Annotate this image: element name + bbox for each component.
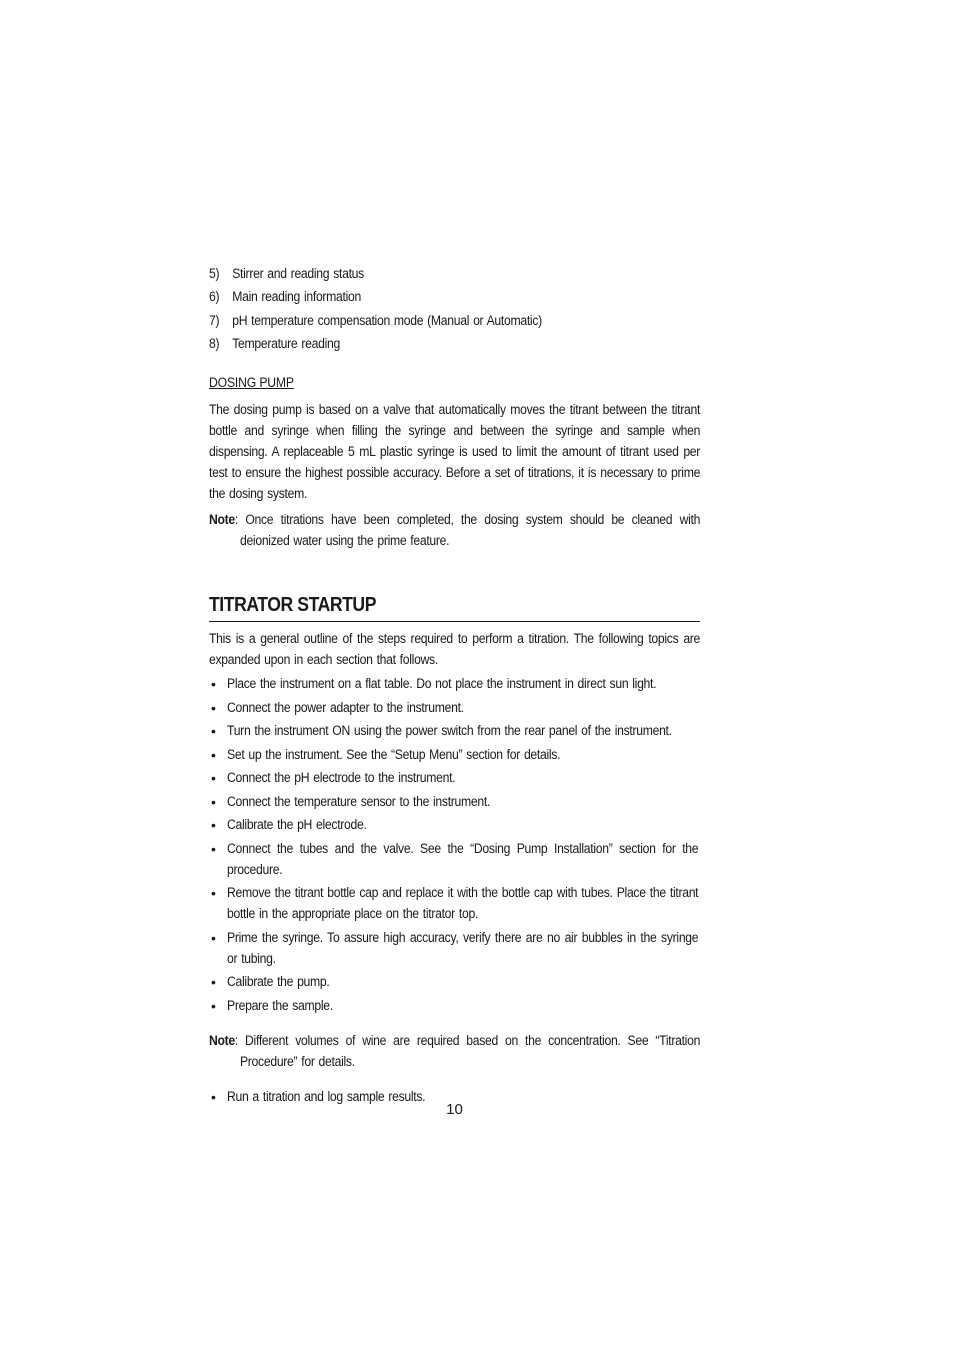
list-item xyxy=(209,883,700,925)
list-item xyxy=(209,263,700,286)
bullet-icon: • xyxy=(211,840,216,857)
list-item xyxy=(209,972,700,993)
dosing-pump-note xyxy=(209,510,700,552)
bullet-icon: • xyxy=(211,676,216,692)
list-item xyxy=(209,698,700,719)
section-title xyxy=(209,593,700,622)
section-title-text: TITRATOR STARTUP xyxy=(209,594,376,616)
list-text: pH temperature compensation mode (Manual or Automatic) xyxy=(232,312,542,329)
list-number: 7) xyxy=(209,312,220,329)
dosing-pump-paragraph xyxy=(209,400,700,505)
note-label: Note xyxy=(209,512,235,528)
bullet-text: Turn the instrument ON using the power switch from the rear panel of the instrument. xyxy=(227,723,672,739)
dosing-pump-heading: DOSING PUMP xyxy=(209,375,294,391)
list-item xyxy=(209,310,700,333)
bullet-text: Prepare the sample. xyxy=(227,997,333,1014)
startup-intro xyxy=(209,629,700,671)
bullet-icon: • xyxy=(211,817,216,833)
list-item xyxy=(209,928,700,970)
list-text: Stirrer and reading status xyxy=(232,266,364,282)
bullet-icon: • xyxy=(211,997,216,1014)
list-text: Main reading information xyxy=(232,289,362,306)
bullet-icon: • xyxy=(211,723,216,739)
list-item xyxy=(209,745,700,766)
bullet-text: Calibrate the pump. xyxy=(227,974,330,990)
list-item xyxy=(209,768,700,789)
list-item xyxy=(209,792,700,813)
list-item xyxy=(209,815,700,836)
bullet-text: Remove the titrant bottle cap and replace it with the bottle cap with tubes. Place the titrant bottle in the appropriate place on the titrator top. xyxy=(227,885,699,922)
startup-steps xyxy=(209,674,700,1110)
bullet-text: Place the instrument on a flat table. Do not place the instrument in direct sun light. xyxy=(227,676,657,692)
list-item xyxy=(209,333,700,356)
bullet-icon: • xyxy=(211,929,216,946)
dosing-pump-text: The dosing pump is based on a valve that automatically moves the titrant between the titrant bottle and syringe when filling the syringe and between the syringe and sample when dispensing. A replaceable 5 mL plastic syringe is used to limit the amount of titrant used per test to ensure the highest possible accuracy. Before a set of titrations, it is necessary to prime the dosing system. xyxy=(209,402,701,502)
list-item xyxy=(209,721,700,742)
list-number: 5) xyxy=(209,266,220,282)
bullet-icon: • xyxy=(211,1088,216,1105)
numbered-list xyxy=(209,263,700,357)
bullet-icon: • xyxy=(211,974,216,990)
list-item xyxy=(209,674,700,695)
list-item xyxy=(209,286,700,309)
page-number: 10 xyxy=(446,1101,463,1118)
bullet-text: Connect the temperature sensor to the instrument. xyxy=(227,793,491,810)
bullet-text: Prime the syringe. To assure high accuracy, verify there are no air bubbles in the syringe or tubing. xyxy=(227,929,699,967)
list-number: 8) xyxy=(209,336,220,353)
startup-intro-text: This is a general outline of the steps required to perform a titration. The following topics are expanded upon in each section that follows. xyxy=(209,631,701,668)
note-text: : Once titrations have been completed, the dosing system should be cleaned with deionized water using the prime feature. xyxy=(234,512,701,549)
bullet-text: Set up the instrument. See the “Setup Menu” section for details. xyxy=(227,746,561,763)
bullet-text: Connect the tubes and the valve. See the “Dosing Pump Installation” section for the procedure. xyxy=(227,840,699,878)
bullet-icon: • xyxy=(211,746,216,763)
list-number: 6) xyxy=(209,289,220,306)
bullet-text: Calibrate the pH electrode. xyxy=(227,817,367,833)
list-item xyxy=(209,839,700,881)
bullet-icon: • xyxy=(211,793,216,810)
bullet-text: Connect the pH electrode to the instrument. xyxy=(227,770,456,786)
list-item xyxy=(209,996,700,1017)
bullet-icon: • xyxy=(211,885,216,901)
list-text: Temperature reading xyxy=(232,336,340,353)
bullet-text: Run a titration and log sample results. xyxy=(227,1088,426,1105)
bullet-icon: • xyxy=(211,770,216,786)
note-label: Note xyxy=(209,1032,235,1049)
startup-note xyxy=(209,1031,700,1073)
bullet-text: Connect the power adapter to the instrument. xyxy=(227,699,464,716)
note-text: : Different volumes of wine are required based on the concentration. See “Titration Procedure” for details. xyxy=(234,1032,701,1070)
bullet-icon: • xyxy=(211,699,216,716)
